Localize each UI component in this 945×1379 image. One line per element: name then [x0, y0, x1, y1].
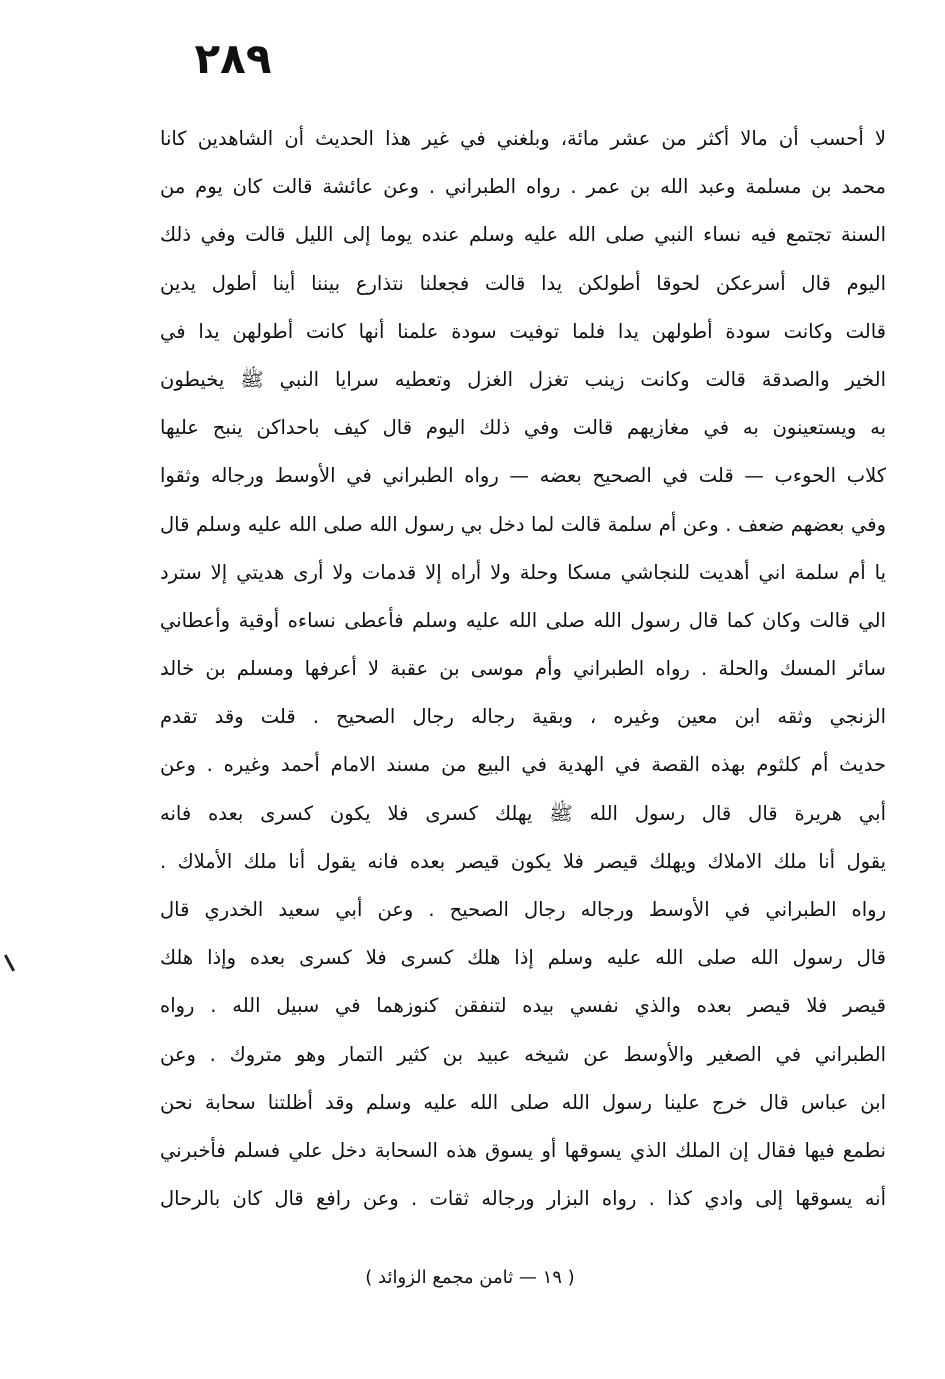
text-line: الي قالت وكان كما قال رسول الله صلى الله عليه وسلم فأعطى نساءه أوقية وأعطاني [160, 608, 886, 632]
text-line: كلاب الحوءب — قلت في الصحيح بعضه — رواه الطبراني في الأوسط ورجاله وثقوا [160, 464, 886, 488]
text-line: وفي بعضهم ضعف . وعن أم سلمة قالت لما دخل بي رسول الله صلى الله عليه وسلم قال [160, 512, 886, 536]
text-line: به ويستعينون به في مغازيهم قالت وفي ذلك اليوم قال كيف باحداكن ينبح عليها [160, 416, 886, 440]
text-line: لا أحسب أن مالا أكثر من عشر مائة، وبلغني في غير هذا الحديث أن الشاهدين كانا [160, 127, 886, 150]
text-line: محمد بن مسلمة وعبد الله بن عمر . رواه الطبراني . وعن عائشة قالت كان يوم من [160, 175, 886, 199]
text-line: السنة تجتمع فيه نساء النبي صلى الله عليه وسلم عنده يوما إلى الليل قالت وفي ذلك [160, 223, 886, 247]
page-number: ٢٨٩ [194, 34, 272, 83]
text-line: نطمع فيها فقال إن الملك الذي يسوقها أو يسوق هذه السحابة دخل علي فسلم فأخبرني [160, 1138, 886, 1162]
text-line: حديث أم كلثوم بهذه القصة في الهدية في البيع من مسند الامام أحمد وغيره . وعن [160, 753, 886, 777]
text-line: اليوم قال أسرعكن لحوقا أطولكن يدا قالت فجعلنا نتذارع بيننا أينا أطول يدين [160, 271, 886, 295]
text-line: رواه الطبراني في الأوسط ورجاله رجال الصحيح . وعن أبي سعيد الخدري قال [160, 898, 886, 921]
text-line: سائر المسك والحلة . رواه الطبراني وأم موسى بن عقبة لا أعرفها ومسلم بن خالد [160, 657, 886, 681]
text-line: الخير والصدقة قالت وكانت زينب تغزل الغزل وتعطيه سرايا النبي ﷺ يخيطون [160, 367, 886, 391]
text-line: أبي هريرة قال قال رسول الله ﷺ يهلك كسرى فلا يكون كسرى بعده فانه [160, 801, 886, 825]
text-line: أنه يسوقها إلى وادي كذا . رواه البزار ورجاله ثقات . وعن رافع قال كان بالرحال [160, 1187, 886, 1211]
text-line: الطبراني في الصغير والأوسط عن شيخه عبيد بن كثير التمار وهو متروك . وعن [160, 1042, 886, 1066]
text-line: ابن عباس قال خرج علينا رسول الله صلى الله عليه وسلم وقد أظلتنا سحابة نحن [160, 1090, 886, 1114]
text-line: يا أم سلمة اني أهديت للنجاشي مسكا وحلة ولا أراه إلا قدمات ولا أرى هديتي إلا سترد [160, 560, 886, 584]
text-line: قيصر فلا قيصر بعده والذي نفسي بيده لتنفقن كنوزهما في سبيل الله . رواه [160, 994, 886, 1018]
margin-mark [4, 954, 15, 971]
text-line: قال رسول الله صلى الله عليه وسلم إذا هلك كسرى فلا كسرى بعده وإذا هلك [160, 946, 886, 970]
text-line: يقول أنا ملك الاملاك ويهلك قيصر فلا يكون قيصر بعده فانه يقول أنا ملك الأملاك . [160, 849, 886, 873]
body-text [160, 115, 886, 1223]
text-line: قالت وكانت سودة أطولهن يدا فلما توفيت سودة علمنا أنها كانت أطولهن يدا في [160, 319, 886, 343]
footer-signature: ( ١٩ — ثامن مجمع الزوائد ) [365, 1267, 575, 1288]
text-line: الزنجي وثقه ابن معين وغيره ، وبقية رجاله رجال الصحيح . قلت وقد تقدم [160, 705, 886, 729]
